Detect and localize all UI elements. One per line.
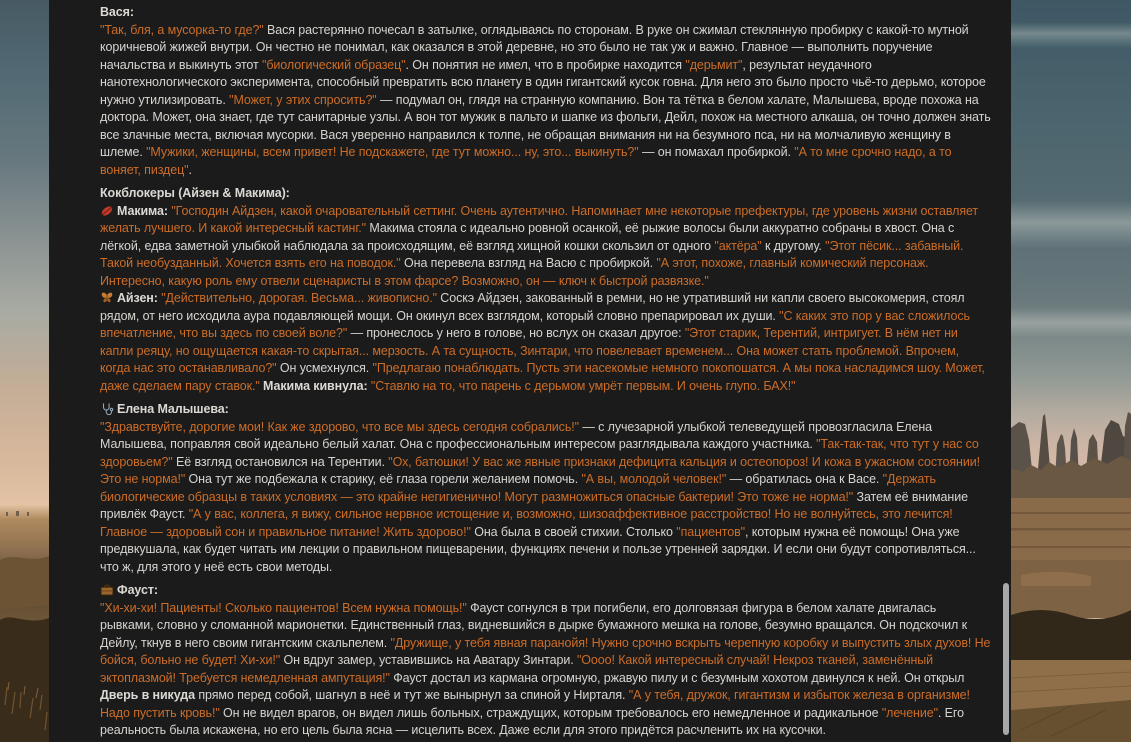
narration-text: , результат неудачного нанотехнологического эксперимента, способный превратить всю планету в один гигантский кусок говна. Для него это было просто чьё-то дерьмо, которое нужно утилизировать. bbox=[100, 57, 986, 107]
dialogue-quote: "Господин Айдзен, какой очаровательный сеттинг. Очень аутентично. Напоминает мне некоторые префектуры, где уровень жизни оставляет желать лучшего. И какой интересный кастинг." bbox=[100, 203, 979, 235]
dialogue-quote: "Оооо! Какой интересный случай! Некроз тканей, заменённый эктоплазмой! Требуется немедленная ампутация!" bbox=[100, 653, 934, 685]
paragraph bbox=[100, 419, 992, 577]
dialogue-quote: "Дружище, у тебя явная паранойя! Нужно срочно вскрыть черепную коробку и выпустить злых духов! Не бойся, больно не будет! Хи-хи!" bbox=[100, 635, 991, 667]
character-name-label: Вася: bbox=[100, 5, 134, 19]
message-section bbox=[100, 4, 992, 179]
dialogue-quote: "дерьмит" bbox=[685, 57, 743, 72]
message-section bbox=[100, 185, 992, 395]
narration-text: . Он понятия не имел, что в пробирке находится bbox=[405, 57, 686, 72]
character-name-label: Кокблокеры (Айзен & Макима): bbox=[100, 186, 290, 200]
stethoscope-icon bbox=[100, 402, 114, 415]
dialogue-quote: "А то мне срочно надо, а то воняет, пиздец" bbox=[100, 145, 952, 177]
narration-text: Вася растерянно почесал в затылке, оглядываясь по сторонам. В руке он сжимал стеклянную пробирку с какой-то мутной коричневой жижей внутри. Он честно не понимал, как оказался в этой деревне, но это было не так уж и важно. Главное — выполнить поручение начальства и выкинуть этот bbox=[100, 22, 969, 72]
desert-dunes-graphic bbox=[0, 500, 49, 742]
scrollbar-thumb[interactable] bbox=[1003, 583, 1009, 735]
bold-text: Макима кивнула: bbox=[259, 378, 371, 393]
character-name bbox=[100, 582, 992, 600]
dialogue-quote: "биологический образец" bbox=[262, 57, 406, 72]
narration-text: Затем её внимание привлёк Фауст. bbox=[100, 489, 968, 521]
narration-text: к другому. bbox=[761, 238, 826, 253]
dialogue-quote: "А этот, похоже, главный комический персонаж. Интересно, какую роль ему отвели сценаристы в этом фарсе? Возможно, он — ключ к быстрой развязке." bbox=[100, 256, 929, 288]
butterfly-icon bbox=[100, 291, 114, 304]
message-panel bbox=[49, 0, 1011, 742]
narration-text: — подумал он, глядя на странную компанию. Вон та тётка в белом халате, Малышева, вроде похожа на доктора. Может, она знает, где тут санитарные узлы. А вон тот мужик в пальто и шапке из фольги, Дейл, похож на местного алкаша, он точно должен знать все злачные места, включая мусорки. Вася уверенно направился к толпе, не обращая внимания ни на безумного пса, ни на молчаливую женщину в шлеме. bbox=[100, 92, 991, 159]
dialogue-quote: "Так-так-так, что тут у нас со здоровьем?" bbox=[100, 437, 979, 469]
narration-text: Её взгляд остановился на Терентии. bbox=[172, 454, 389, 469]
narration-text: Он не видел врагов, он видел лишь больных, страждущих, которым требовалось его немедленное и радикальное bbox=[219, 705, 882, 720]
narration-text: Она перевела взгляд на Васю с пробиркой. bbox=[400, 256, 657, 270]
rock-spires-graphic bbox=[1011, 410, 1131, 742]
dialogue-quote: "Предлагаю понаблюдать. Пусть эти насекомые немного покопошатся. А мы пока насладимся шоу. Может, даже сделаем пару ставок." bbox=[100, 361, 985, 393]
paragraph bbox=[100, 600, 992, 740]
dialogue-quote: "С каких это пор у вас сложилось впечатление, что вы здесь по своей воле?" bbox=[100, 308, 970, 340]
dialogue-quote: "Этот старик, Терентий, интригует. В нём нет ни капли реяцу, но ощущается какая-то скрытая... мерзость. А та сущность, Зинтари, что повелевает временем... Она может стать проблемой. Впрочем, когда нас это останавливало?" bbox=[100, 326, 960, 375]
lips-icon bbox=[100, 204, 114, 217]
message-section bbox=[100, 401, 992, 576]
narration-text: . Его реальность была искажена, но его цель была ясна — исцелить всех. Даже если для этого придётся расчленить их на кусочки. bbox=[100, 705, 964, 737]
dialogue-quote: "Мужики, женщины, всем привет! Не подскажете, где тут можно... ну, это... выкинуть?" bbox=[146, 145, 639, 159]
narration-text: Она была в своей стихии. Столько bbox=[470, 524, 677, 539]
dialogue-quote: "актёра" bbox=[714, 238, 762, 253]
chat-content bbox=[100, 0, 992, 740]
dialogue-quote: "Здравствуйте, дорогие мои! Как же здорово, что все мы здесь сегодня собрались!" bbox=[100, 419, 579, 434]
narration-text: . bbox=[188, 162, 192, 177]
dialogue-quote: "Ох, батюшки! У вас же явные признаки дефицита кальция и остеопороз! И кожа в ужасном состоянии! Это не норма!" bbox=[100, 454, 980, 486]
narration-text: Фауст достал из кармана огромную, ржавую пилу и с безумным хохотом двинулся к ней. Он открыл bbox=[389, 670, 965, 685]
character-name-label: Елена Малышева: bbox=[117, 402, 229, 416]
bold-text: Айзен: bbox=[117, 291, 158, 305]
character-name bbox=[100, 401, 992, 419]
dialogue-quote: "пациентов" bbox=[676, 524, 745, 539]
dialogue-quote: "Ставлю на то, что парень с дерьмом умрёт первым. И очень глупо. БАХ!" bbox=[370, 378, 796, 393]
character-name-label: Фауст: bbox=[117, 583, 158, 597]
narration-text: Фауст согнулся в три погибели, его долговязая фигура в белом халате двигалась рывками, словно у сломанной марионетки. Единственный глаз, видневшийся в дырке бумажного мешка на голове, безумно вращался. Он подскочил к Дейлу, ткнув в него своим гигантским скальпелем. bbox=[100, 600, 967, 650]
dialogue-quote: "А вы, молодой человек!" bbox=[581, 472, 727, 486]
dialogue-quote: "Держать биологические образцы в таких условиях — это крайне негигиенично! Могут размножиться опасные бактерии! Это тоже не норма!" bbox=[100, 472, 936, 504]
dialogue-quote: "Хи-хи-хи! Пациенты! Сколько пациентов! Всем нужна помощь!" bbox=[100, 600, 467, 615]
dialogue-quote: "Может, у этих спросить?" bbox=[229, 92, 377, 107]
narration-text: Макима стояла с идеально ровной осанкой, её рыжие волосы были аккуратно собраны в хвост. Она с лёгкой, едва заметной улыбкой наблюдала за происходящим, её взгляд хищной кошки скользил от одного bbox=[100, 221, 955, 253]
message-section bbox=[100, 582, 992, 740]
background-landscape-right bbox=[1011, 0, 1131, 742]
narration-text: Он вдруг замер, уставившись на Аватару Зинтари. bbox=[280, 653, 577, 667]
dialogue-quote: "лечение" bbox=[881, 705, 938, 720]
narration-text: Она тут же подбежала к старику, её глаза горели желанием помочь. bbox=[185, 472, 582, 486]
background-landscape-left bbox=[0, 0, 49, 742]
narration-text: прямо перед собой, шагнул в неё и тут же вынырнул за спиной у Нирталя. bbox=[194, 688, 629, 702]
paragraph bbox=[100, 22, 992, 180]
narration-text: Соскэ Айдзен, закованный в ремни, но не утративший ни капли своего высокомерия, стоял рядом, от него исходила аура подавляющей мощи. Он окинул всех взглядом, который словно препарировал их души. bbox=[100, 291, 965, 323]
dialogue-quote: "Действительно, дорогая. Весьма... живописно." bbox=[157, 291, 437, 305]
dialogue-quote: "Этот пёсик... забавный. Такой необузданный. Хочется взять его на поводок." bbox=[100, 238, 964, 270]
briefcase-icon bbox=[100, 583, 114, 596]
character-name bbox=[100, 4, 992, 22]
paragraph bbox=[100, 203, 992, 291]
narration-text: — пронеслось у него в голове, но вслух он сказал другое: bbox=[347, 326, 685, 340]
narration-text: — он помахал пробиркой. bbox=[638, 145, 795, 159]
bold-text: Макима: bbox=[117, 203, 168, 218]
narration-text: Он усмехнулся. bbox=[276, 361, 373, 375]
narration-text: — с лучезарной улыбкой телеведущей провозгласила Елена Малышева, поправляя свой идеально белый халат. Она с профессиональным интересом разглядывала каждого участника. bbox=[100, 419, 933, 451]
bold-text: Дверь в никуда bbox=[100, 688, 195, 702]
dialogue-quote: "Так, бля, а мусорка-то где?" bbox=[100, 22, 264, 37]
dialogue-quote: "А у вас, коллега, я вижу, сильное нервное истощение и, возможно, шизоаффективное расстройство! Но не волнуйтесь, это лечится! Главное — здоровый сон и правильное питание! Жить здорово!" bbox=[100, 507, 953, 539]
character-name bbox=[100, 185, 992, 203]
narration-text: , которым нужна её помощь! Она уже предвкушала, как будет читать им лекции о правильном пищеварении, функциях печени и пользе утренней зарядки. И если они будут сопротивляться... что ж, для этого у неё есть свои методы. bbox=[100, 524, 976, 574]
narration-text: — обратилась она к Васе. bbox=[726, 472, 883, 486]
dialogue-quote: "А у тебя, дружок, гигантизм и избыток железа в организме! Надо пустить кровь!" bbox=[100, 688, 970, 720]
paragraph bbox=[100, 290, 992, 395]
